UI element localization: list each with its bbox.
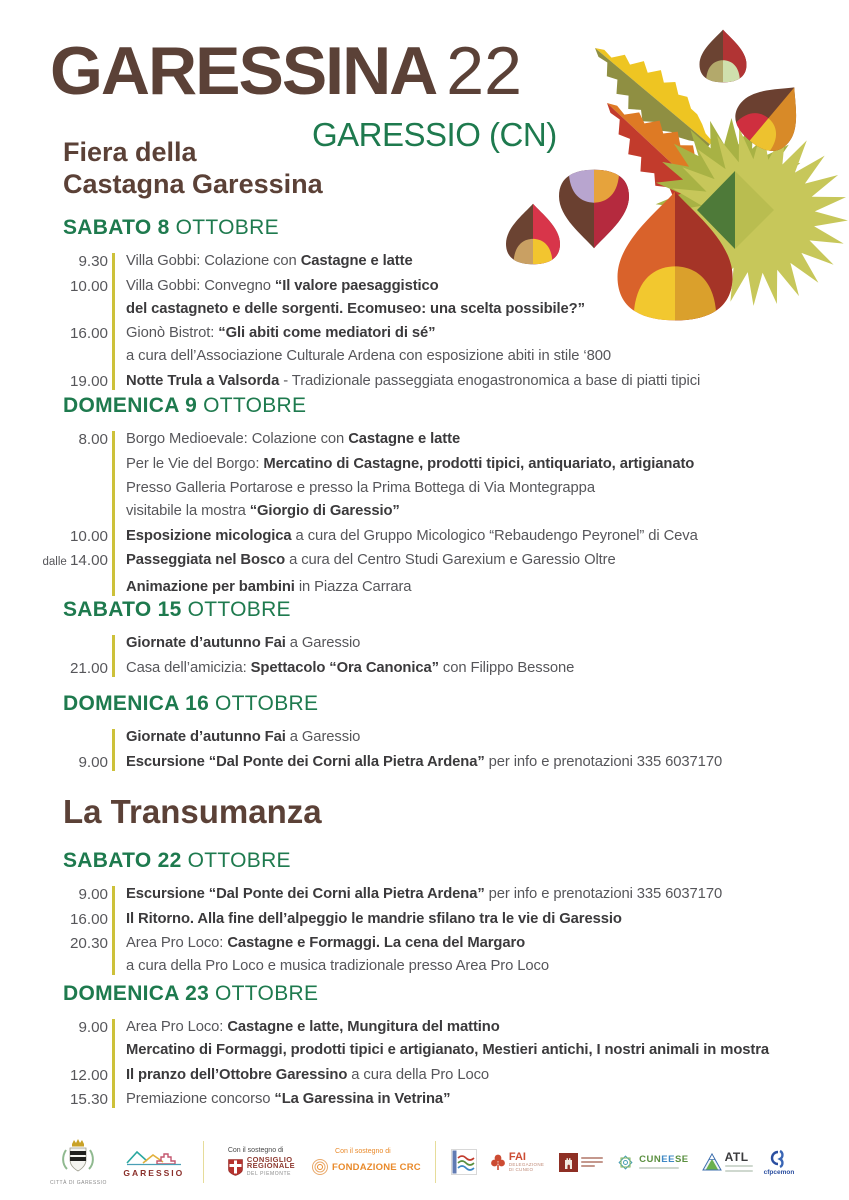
event-line — [126, 345, 611, 368]
event-text-run: “Giorgio di Garessio” — [249, 503, 400, 519]
event-row — [30, 751, 830, 774]
section-day: SABATO 22 — [63, 849, 182, 872]
event-text-run: a Garessio — [285, 635, 361, 651]
event-row — [30, 275, 830, 321]
cuneese-rosette-icon — [616, 1153, 635, 1172]
event-line — [126, 908, 622, 931]
event-description — [126, 1064, 489, 1087]
event-text-run: Presso Galleria Portarose e presso la Prima Bottega di Via Montegrappa — [126, 480, 595, 496]
section-day: DOMENICA 9 — [63, 394, 198, 417]
garessio-skyline-icon — [123, 1147, 185, 1167]
section-timeline-bar — [112, 729, 115, 771]
section-day: DOMENICA 23 — [63, 982, 210, 1005]
event-text-run: Gionò Bistrot: — [126, 325, 219, 341]
event-description — [126, 751, 722, 774]
event-description — [126, 525, 698, 548]
garessio-logo-label: GARESSIO — [123, 1167, 185, 1178]
event-text-run: Castagne e latte — [300, 253, 413, 269]
event-time: 9.30 — [78, 253, 108, 270]
event-text-run: a cura della Pro Loco — [347, 1066, 490, 1083]
event-text-run: Giornate d’autunno Fai — [126, 635, 286, 651]
event-time: 9.00 — [78, 1019, 108, 1036]
atl-label: ATL — [724, 1150, 749, 1164]
event-row — [30, 932, 830, 978]
event-description — [126, 1016, 769, 1062]
event-time: 12.00 — [69, 1066, 108, 1084]
event-text-run: a cura della Pro Loco e musica tradizionale presso Area Pro Loco — [126, 958, 549, 974]
event-time: 21.00 — [69, 659, 108, 677]
event-text-run: Spettacolo “Ora Canonica” — [250, 659, 439, 676]
event-time: 20.30 — [69, 935, 108, 952]
event-line — [126, 726, 360, 749]
consiglio-line2: REGIONALE — [246, 1161, 296, 1171]
cuneese-tagline — [639, 1167, 679, 1170]
event-text-run: Mercatino di Formaggi, prodotti tipici e artigianato, Mestieri antichi, I nostri animali in mostra — [126, 1042, 769, 1058]
event-description — [126, 275, 585, 321]
borgo-text-lines — [581, 1155, 603, 1169]
consiglio-support-label: Con il sostegno di — [227, 1146, 284, 1154]
event-description — [126, 632, 360, 655]
event-text-run: a cura del Centro Studi Garexium e Garessio Oltre — [285, 552, 616, 568]
event-time — [30, 453, 108, 476]
fai-sub-line1: DELEGAZIONE — [508, 1162, 545, 1167]
footer-divider — [435, 1141, 436, 1183]
section-sabato-15-ottobre — [30, 598, 830, 681]
event-text-run: Giornate d’autunno Fai — [126, 729, 286, 745]
fai-trefoil-icon — [490, 1153, 506, 1171]
fai-logo — [490, 1152, 544, 1172]
event-text-run: Castagne e latte — [348, 431, 461, 447]
cfpcemon-logo — [764, 1148, 795, 1176]
poster-title — [50, 32, 522, 110]
event-row — [30, 1088, 830, 1111]
section-heading — [63, 598, 830, 622]
event-text-run: Borgo Medioevale: Colazione con — [126, 431, 349, 447]
event-description — [126, 726, 360, 749]
event-line — [126, 1039, 769, 1062]
citta-di-garessio-caption: CITTÀ DI GARESSIO — [50, 1180, 107, 1186]
event-text-run: Villa Gobbi: Colazione con — [126, 253, 301, 269]
event-text-run: visitabile la mostra — [126, 503, 250, 519]
section-month: OTTOBRE — [187, 849, 291, 872]
event-text-run: a cura dell’Associazione Culturale Ardena con esposizione abiti in stile ‘800 — [126, 348, 611, 364]
event-text-run: Casa dell’amicizia: — [126, 659, 251, 676]
outdoor-region-logo — [451, 1149, 477, 1175]
section-month: OTTOBRE — [215, 982, 319, 1005]
section-month: OTTOBRE — [175, 216, 279, 239]
event-text-run: del castagneto e delle sorgenti. Ecomuseo: una scelta possibile?” — [126, 300, 585, 317]
borgo-logo — [559, 1153, 603, 1172]
section-day: SABATO 8 — [63, 216, 170, 239]
event-description — [126, 428, 460, 451]
event-text-run: Notte Trula a Valsorda — [126, 372, 280, 389]
event-time: 16.00 — [69, 910, 108, 928]
event-time: dalle 14.00 — [42, 552, 108, 569]
fondazione-crc-rings-icon — [311, 1158, 329, 1176]
event-line — [126, 370, 700, 393]
section-day: DOMENICA 16 — [63, 692, 210, 715]
fondazione-crc-logo — [311, 1148, 421, 1176]
fai-sub-line2: DI CUNEO — [508, 1167, 534, 1172]
event-time — [30, 477, 108, 523]
event-line — [126, 932, 549, 955]
event-time: 10.00 — [69, 277, 108, 295]
event-row — [30, 576, 830, 599]
section-heading — [63, 216, 830, 240]
event-text-run: per info e prenotazioni 335 6037170 — [484, 886, 723, 902]
event-text-run: Passeggiata nel Bosco — [126, 552, 286, 568]
event-text-run: Castagne e Formaggi. La cena del Margaro — [227, 935, 526, 951]
event-row — [30, 908, 830, 931]
event-line — [126, 632, 360, 655]
event-row — [30, 250, 830, 273]
section-day: SABATO 15 — [63, 598, 182, 621]
event-description — [126, 657, 574, 680]
section-heading — [63, 982, 830, 1006]
section-timeline-bar — [112, 431, 115, 596]
event-line — [126, 428, 460, 451]
event-text-run: Per le Vie del Borgo: — [126, 455, 264, 472]
section-timeline-bar — [112, 1019, 115, 1108]
event-line — [126, 1064, 489, 1087]
event-text-run: “La Garessina in Vetrina” — [274, 1091, 451, 1107]
footer-divider — [203, 1141, 204, 1183]
event-row — [30, 883, 830, 906]
fai-label: FAI — [508, 1151, 526, 1163]
event-line — [126, 549, 616, 572]
citta-di-garessio-crest-icon — [59, 1138, 97, 1178]
poster-title-year: 22 — [446, 33, 522, 109]
fondazione-crc-label: FONDAZIONE CRC — [332, 1161, 421, 1173]
event-row — [30, 657, 830, 680]
consiglio-line1: CONSIGLIO — [246, 1154, 293, 1164]
event-time: 8.00 — [78, 431, 108, 448]
event-time — [30, 632, 108, 655]
event-row — [30, 632, 830, 655]
event-row — [30, 726, 830, 749]
section-month: OTTOBRE — [203, 394, 307, 417]
event-line — [126, 883, 722, 906]
event-line — [126, 250, 413, 273]
poster-subtitle-line1: Fiera della — [63, 137, 197, 167]
atl-tagline-1 — [725, 1165, 753, 1168]
section-timeline-bar — [112, 886, 115, 975]
event-line — [126, 576, 411, 599]
event-time: 9.00 — [78, 753, 108, 771]
event-description — [126, 549, 616, 574]
transumanza-heading: La Transumanza — [63, 793, 322, 830]
event-text-run: Mercatino di Castagne, prodotti tipici, antiquariato, artigianato — [263, 455, 695, 472]
event-text-run: Escursione “Dal Ponte dei Corni alla Pietra Ardena” — [126, 886, 485, 902]
atl-logo — [702, 1152, 753, 1172]
event-line — [126, 1088, 450, 1111]
section-timeline-bar — [112, 253, 115, 390]
event-text-run: Villa Gobbi: Convegno — [126, 277, 275, 294]
event-text-run: Area Pro Loco: — [126, 935, 228, 951]
section-domenica-9-ottobre — [30, 394, 830, 600]
event-description — [126, 250, 413, 273]
atl-tagline-2 — [725, 1170, 753, 1173]
event-description — [126, 453, 694, 476]
event-description — [126, 883, 722, 906]
event-row — [30, 477, 830, 523]
event-line — [126, 275, 585, 298]
event-line — [126, 657, 574, 680]
event-text-run: Esposizione micologica — [126, 527, 292, 544]
event-description — [126, 576, 411, 599]
event-row — [30, 428, 830, 451]
event-text-run: Castagne e latte, Mungitura del mattino — [227, 1019, 500, 1035]
poster-title-text: GARESSINA — [50, 33, 437, 109]
event-line — [126, 500, 595, 523]
cuneese-part3: SE — [674, 1154, 689, 1165]
event-text-run: Premiazione concorso — [126, 1091, 275, 1107]
event-text-run: per info e prenotazioni 335 6037170 — [484, 753, 723, 770]
event-line — [126, 955, 549, 978]
event-line — [126, 453, 694, 476]
citta-di-garessio-logo — [50, 1138, 107, 1186]
section-timeline-bar — [112, 635, 115, 677]
event-text-run: con Filippo Bessone — [438, 659, 575, 676]
event-text-run: - Tradizionale passeggiata enogastronomica a base di piatti tipici — [279, 372, 701, 389]
cuneese-logo — [616, 1153, 688, 1172]
event-description — [126, 932, 549, 978]
piemonte-shield-icon — [228, 1159, 243, 1176]
event-time: 19.00 — [69, 372, 108, 390]
event-text-run: Animazione per bambini — [126, 578, 295, 595]
event-line — [126, 298, 585, 321]
event-row — [30, 549, 830, 574]
event-time: 10.00 — [69, 527, 108, 545]
event-description — [126, 370, 700, 393]
crc-support-label: Con il sostegno di — [335, 1148, 391, 1155]
event-text-run: “Gli abiti come mediatori di sé” — [218, 325, 436, 341]
section-domenica-16-ottobre — [30, 692, 830, 775]
poster-subtitle-line2: Castagna Garessina — [63, 169, 323, 199]
event-text-run: Il pranzo dell’Ottobre Garessino — [126, 1066, 348, 1083]
section-domenica-23-ottobre — [30, 982, 830, 1113]
event-description — [126, 908, 622, 931]
section-sabato-22-ottobre — [30, 849, 830, 980]
section-heading — [63, 692, 830, 716]
event-text-run: Escursione “Dal Ponte dei Corni alla Pietra Ardena” — [126, 753, 485, 770]
event-text-run: Area Pro Loco: — [126, 1019, 228, 1035]
cuneese-part2: EE — [661, 1154, 675, 1165]
event-description — [126, 477, 595, 523]
event-row — [30, 370, 830, 393]
event-text-run: “Il valore paesaggistico — [274, 277, 439, 294]
footer-sponsors — [40, 1130, 835, 1194]
event-row — [30, 525, 830, 548]
poster-subtitle — [63, 136, 323, 200]
section-month: OTTOBRE — [187, 598, 291, 621]
section-month: OTTOBRE — [215, 692, 319, 715]
event-time — [30, 726, 108, 749]
event-description — [126, 322, 611, 368]
event-text-run: in Piazza Carrara — [294, 578, 412, 595]
cfpcemon-glyph-icon — [768, 1148, 790, 1168]
event-row — [30, 1064, 830, 1087]
event-time-prefix: dalle — [42, 556, 70, 568]
section-heading — [63, 849, 830, 873]
garessio-logo — [123, 1147, 185, 1178]
event-time — [30, 576, 108, 599]
event-text-run: a Garessio — [285, 729, 361, 745]
event-line — [126, 322, 611, 345]
event-row — [30, 322, 830, 368]
event-row — [30, 453, 830, 476]
section-heading — [63, 394, 830, 418]
section-sabato-8-ottobre — [30, 216, 830, 394]
cuneese-label — [639, 1155, 688, 1164]
event-line — [126, 525, 698, 548]
event-time: 16.00 — [69, 325, 108, 342]
event-description — [126, 1088, 450, 1111]
cfpcemon-label: cfpcemon — [763, 1169, 795, 1176]
atl-mountain-icon — [702, 1153, 722, 1171]
event-line — [126, 477, 595, 500]
event-line — [126, 751, 722, 774]
cuneese-part1: CUN — [639, 1154, 662, 1165]
consiglio-regionale-logo — [228, 1147, 295, 1178]
event-time: 9.00 — [78, 886, 108, 903]
event-row — [30, 1016, 830, 1062]
mountain-waves-icon — [451, 1149, 477, 1175]
tower-icon — [559, 1153, 578, 1172]
event-line — [126, 1016, 769, 1039]
consiglio-line3: DEL PIEMONTE — [246, 1170, 292, 1177]
event-text-run: Il Ritorno. Alla fine dell’alpeggio le mandrie sfilano tra le vie di Garessio — [126, 910, 622, 927]
poster-location: GARESSIO (CN) — [312, 116, 557, 153]
event-time: 15.30 — [69, 1091, 108, 1108]
event-text-run: a cura del Gruppo Micologico “Rebaudengo Peyronel” di Ceva — [291, 527, 698, 544]
